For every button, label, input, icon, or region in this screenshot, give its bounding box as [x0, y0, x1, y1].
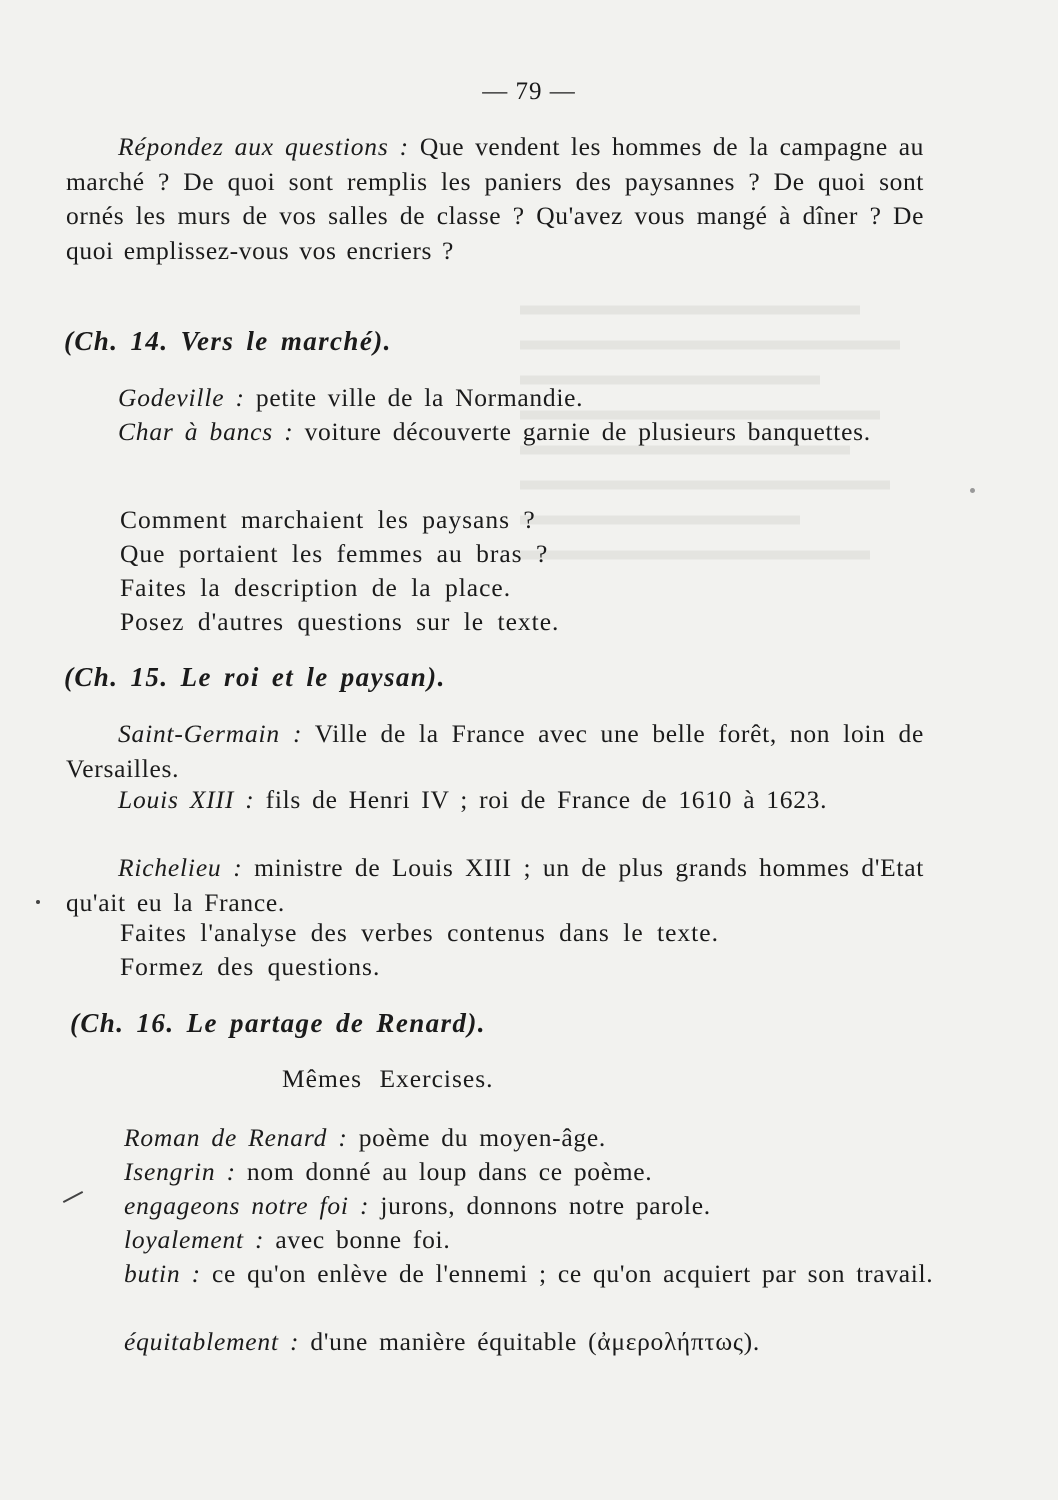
ch14-question-3: Faites la description de la place.: [120, 573, 512, 602]
gloss-text: nom donné au loup dans ce poème.: [235, 1157, 653, 1186]
gloss-term: Louis XIII :: [118, 785, 255, 814]
gloss-term: butin :: [124, 1259, 201, 1288]
gloss-text: petite ville de la Normandie.: [244, 383, 584, 412]
gloss-term: Richelieu :: [118, 853, 243, 882]
page-number: — 79 —: [482, 78, 576, 105]
gloss-text: d'une manière équitable (ἀμερολήπτως).: [299, 1327, 760, 1356]
ch15-question-1: Faites l'analyse des verbes contenus dans le texte.: [120, 918, 719, 947]
stray-dot: [970, 488, 975, 493]
intro-label: Répondez aux questions :: [118, 132, 409, 161]
ch14-gloss-char: [66, 414, 924, 449]
showthrough-lines: [520, 300, 900, 700]
gloss-text: poème du moyen-âge.: [347, 1123, 606, 1152]
ch16-gloss-isengrin: [72, 1154, 928, 1189]
chapter-16-heading: (Ch. 16. Le partage de Renard).: [70, 1008, 486, 1038]
ch15-gloss-louis: [66, 782, 924, 817]
gloss-term: Char à bancs :: [118, 417, 294, 446]
ch16-gloss-equitablement: [72, 1324, 942, 1359]
gloss-text: jurons, donnons notre parole.: [369, 1191, 711, 1220]
ch16-gloss-roman: [72, 1120, 928, 1155]
ch16-gloss-butin: [72, 1256, 936, 1291]
showthrough-text: [520, 300, 900, 706]
gloss-term: engageons notre foi :: [124, 1191, 370, 1220]
gloss-term: Roman de Renard :: [124, 1123, 348, 1152]
gloss-term: loyalement :: [124, 1225, 265, 1254]
gloss-text: avec bonne foi.: [264, 1225, 451, 1254]
chapter-14-heading: (Ch. 14. Vers le marché).: [64, 326, 392, 356]
gloss-term: Isengrin :: [124, 1157, 236, 1186]
gloss-text: Ville de la France avec une belle forêt, non loin de Versailles.: [66, 719, 924, 783]
gloss-term: Saint-Germain :: [118, 719, 303, 748]
gloss-text: voiture découverte garnie de plusieurs banquettes.: [293, 417, 871, 446]
stray-dot: [36, 900, 40, 904]
ch14-question-1: Comment marchaient les paysans ?: [120, 505, 536, 534]
chapter-15-heading: (Ch. 15. Le roi et le paysan).: [64, 662, 446, 692]
gloss-text: fils de Henri IV ; roi de France de 1610 à 1623.: [254, 785, 828, 814]
ch15-gloss-richelieu: [66, 850, 924, 920]
ch16-gloss-engageons: [72, 1188, 928, 1223]
gloss-text: ministre de Louis XIII ; un de plus grands hommes d'Etat qu'ait eu la France.: [66, 853, 925, 917]
ch14-gloss-godeville: [66, 380, 924, 415]
intro-text: Que vendent les hommes de la campagne au marché ? De quoi sont remplis les paniers des paysannes ? De quoi sont ornés les murs de vos salles de classe ? Qu'avez vous mangé à dîner ? De quoi emplissez-vous vos encriers ?: [66, 132, 924, 265]
intro-paragraph: [66, 130, 924, 268]
gloss-term: Godeville :: [118, 383, 245, 412]
ch14-question-2: Que portaient les femmes au bras ?: [120, 539, 549, 568]
ch15-gloss-saint-germain: [66, 716, 924, 786]
ch16-gloss-loyalement: [72, 1222, 928, 1257]
ch16-subtitle: Mêmes Exercises.: [282, 1064, 494, 1093]
ch14-question-4: Posez d'autres questions sur le texte.: [120, 607, 560, 636]
gloss-term: équitablement :: [124, 1327, 300, 1356]
ch15-question-2: Formez des questions.: [120, 952, 381, 981]
gloss-text: ce qu'on enlève de l'ennemi ; ce qu'on acquiert par son travail.: [200, 1259, 934, 1288]
